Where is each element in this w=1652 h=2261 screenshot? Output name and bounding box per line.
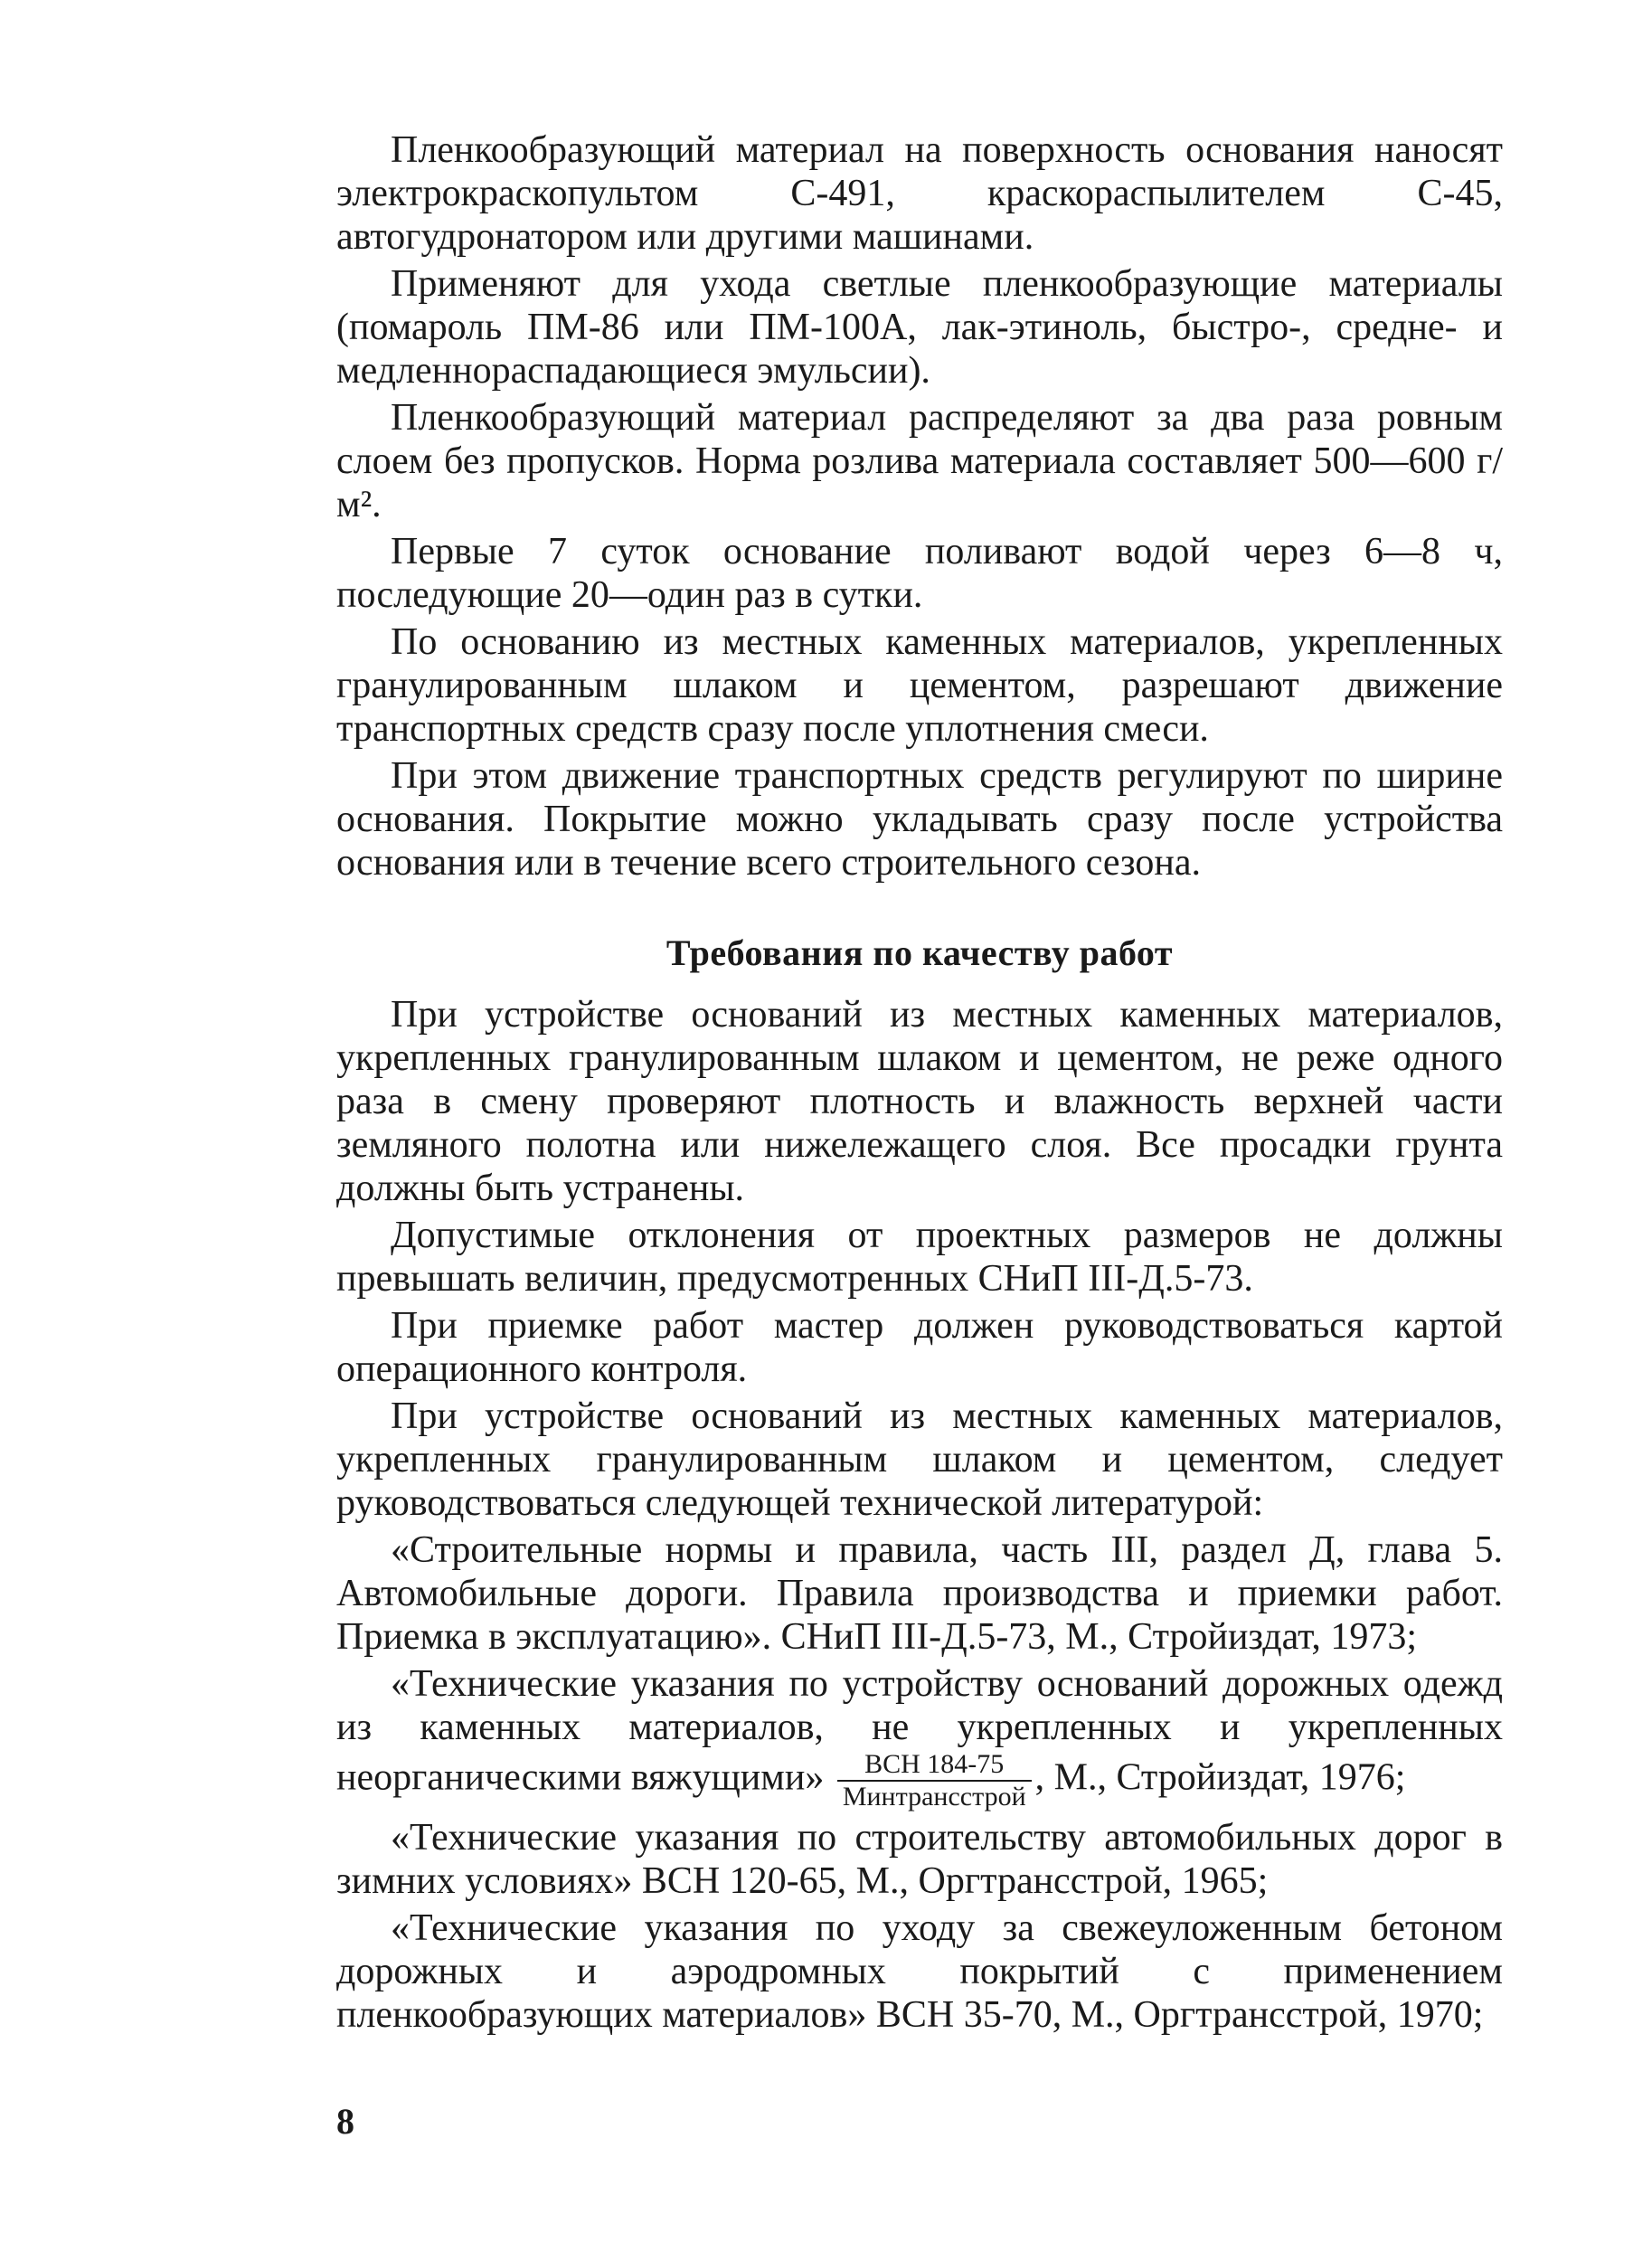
paragraph: Пленкообразующий материал распределяют за два раза ровным слоем без пропусков. Норма розлива материала составляет 500—600 г/м². [336, 397, 1503, 525]
reference-item: «Технические указания по строительству автомобильных дорог в зимних условиях» ВСН 120-65, М., Оргтрансстрой, 1965; [336, 1817, 1503, 1902]
reference-item: «Технические указания по уходу за свежеуложенным бетоном дорожных и аэродромных покрытий с применением пленкообразующих материалов» ВСН 35-70, М., Оргтрансстрой, 1970; [336, 1907, 1503, 2036]
paragraph: При устройстве оснований из местных каменных материалов, укрепленных гранулированным шлаком и цементом, следует руководствоваться следующей технической литературой: [336, 1395, 1503, 1524]
reference-item-with-fraction [336, 1662, 1503, 1812]
paragraph: Допустимые отклонения от проектных размеров не должны превышать величин, предусмотренных СНиП III-Д.5-73. [336, 1215, 1503, 1300]
reference-text-tail: , М., Стройиздат, 1976; [1034, 1756, 1406, 1799]
fraction-numerator: ВСН 184-75 [837, 1749, 1032, 1782]
paragraph: Применяют для ухода светлые пленкообразующие материалы (помароль ПМ-86 или ПМ-100А, лак-этиноль, быстро-, средне- и медленнораспадающиеся эмульсии). [336, 263, 1503, 392]
fraction [837, 1749, 1032, 1812]
text-column [336, 128, 1503, 2040]
paragraph: При приемке работ мастер должен руководствоваться картой операционного контроля. [336, 1305, 1503, 1390]
reference-text: «Технические указания по устройству оснований дорожных одежд из каменных материалов, не укрепленных и укрепленных неорганическими вяжущими» [336, 1663, 1503, 1799]
paragraph: Пленкообразующий материал на поверхность основания наносят электрокраскопультом С-491, краскораспылителем С-45, автогудронатором или другими машинами. [336, 129, 1503, 258]
paragraph: По основанию из местных каменных материалов, укрепленных гранулированным шлаком и цементом, разрешают движение транспортных средств сразу после уплотнения смеси. [336, 621, 1503, 750]
section-heading: Требования по качеству работ [666, 932, 1174, 973]
paragraph: При этом движение транспортных средств регулируют по ширине основания. Покрытие можно укладывать сразу после устройства основания или в течение всего строительного сезона. [336, 755, 1503, 884]
paragraph: При устройстве оснований из местных каменных материалов, укрепленных гранулированным шлаком и цементом, не реже одного раза в смену проверяют плотность и влажность верхней части земляного полотна или нижележащего слоя. Все просадки грунта должны быть устранены. [336, 994, 1503, 1209]
reference-item: «Строительные нормы и правила, часть III, раздел Д, глава 5. Автомобильные дороги. Правила производства и приемки работ. Приемка в эксплуатацию». СНиП III-Д.5-73, М., Стройиздат, 1973; [336, 1529, 1503, 1658]
page-number: 8 [336, 2101, 354, 2142]
paragraph: Первые 7 суток основание поливают водой через 6—8 ч, последующие 20—один раз в сутки. [336, 531, 1503, 616]
fraction-denominator: Минтрансстрой [842, 1782, 1026, 1812]
